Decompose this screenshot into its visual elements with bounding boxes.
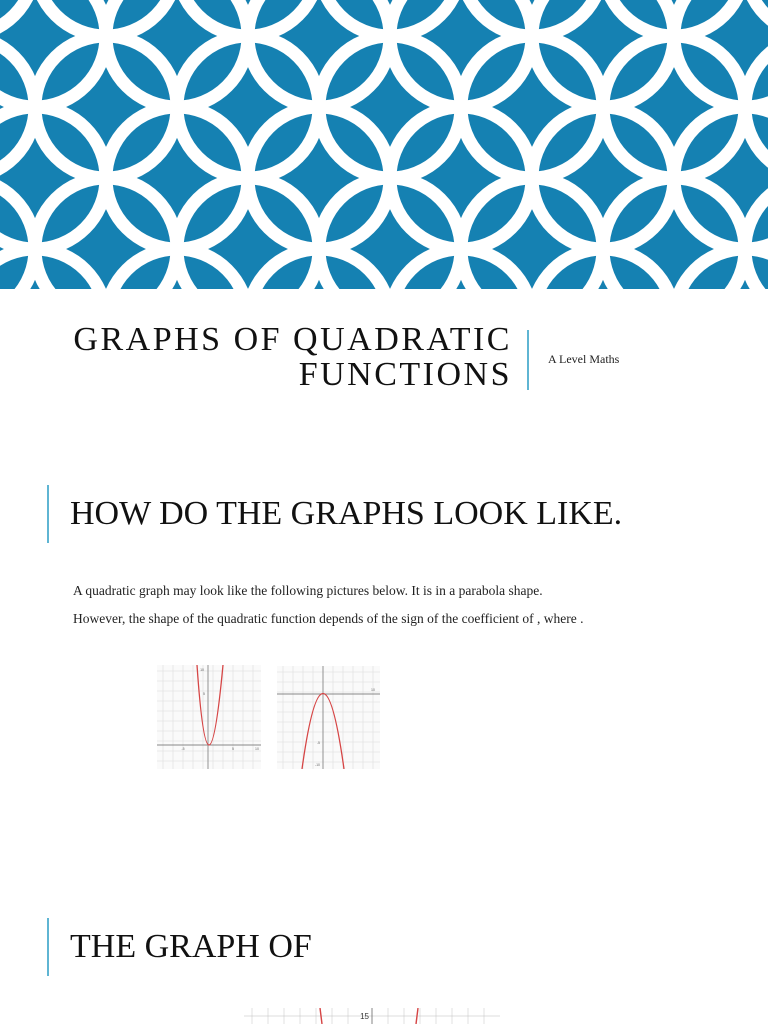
heading-accent-bar-2 [47,918,49,976]
title-block [60,322,512,392]
subtitle: A Level Maths [548,352,620,366]
upward-parabola-graph [157,665,261,769]
graph2-tick-right: 10 [371,688,375,692]
title-divider [527,330,529,390]
graph1-tick-mid: 5 [203,692,205,696]
paragraph-2: However, the shape of the quadratic function depends of the sign of the coefficient of , where . [73,611,584,626]
title-line-1: GRAPHS OF QUADRATIC [73,321,512,358]
heading-accent-bar [47,485,49,543]
decorative-ring-banner [0,0,768,289]
graph2-tick-low2: -10 [314,763,320,767]
slide2-heading: HOW DO THE GRAPHS LOOK LIKE. [70,495,623,532]
downward-parabola-graph [277,666,380,769]
bottom-graph-tick: 15 [360,1012,369,1021]
paragraph-1: A quadratic graph may look like the following pictures below. It is in a parabola shape. [73,583,543,598]
title-line-2: FUNCTIONS [298,356,512,393]
graph1-tick-far-right: 10 [255,747,259,751]
partial-graph-preview [244,1008,500,1024]
slide3-heading: THE GRAPH OF [70,928,312,965]
graph1-tick-left: -5 [181,747,185,751]
graph1-tick-right: 5 [232,747,234,751]
graph2-tick-low1: -5 [316,741,320,745]
graph1-tick-top: 10 [200,668,204,672]
